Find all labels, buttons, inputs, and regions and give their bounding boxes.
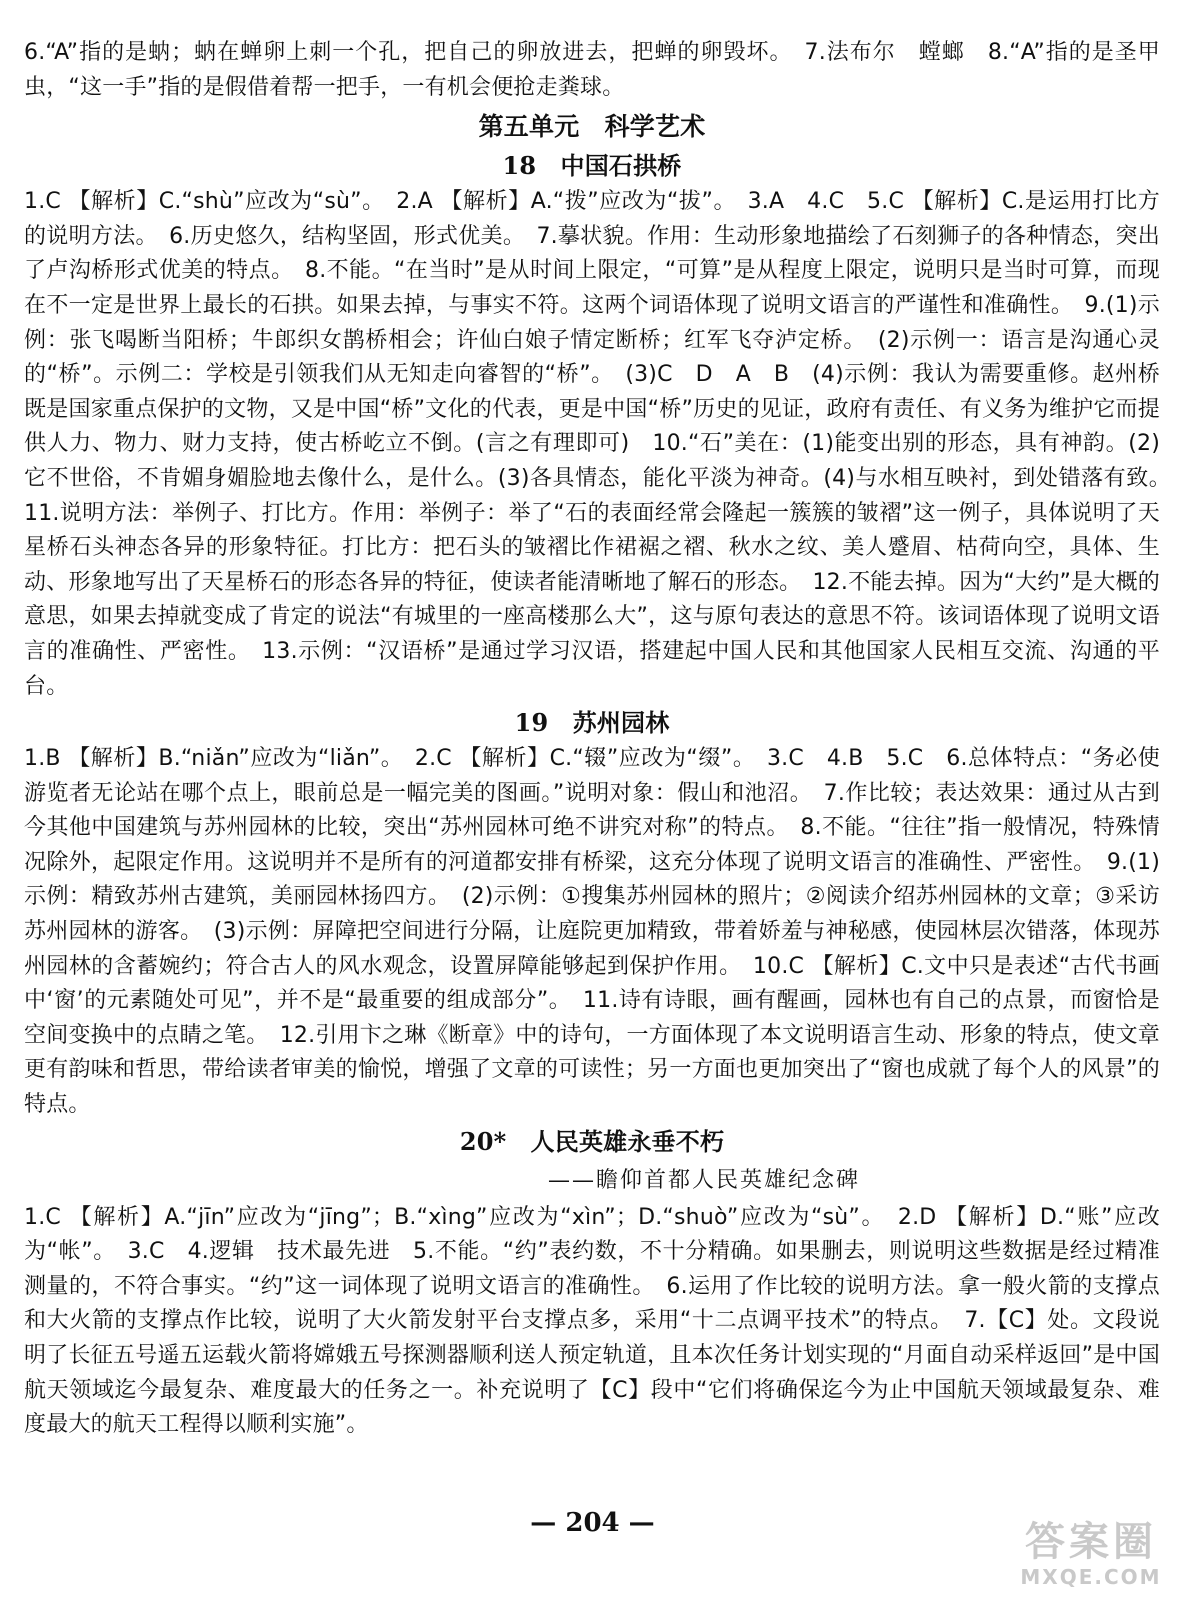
watermark-logo [1011, 1518, 1171, 1592]
lesson-18-answers: 1.C 【解析】C.“shù”应改为“sù”。 2.A 【解析】A.“拨”应改为“拔”。 3.A 4.C 5.C 【解析】C.是运用打比方的说明方法。 6.历史悠久，结构坚固，形式优美。 7.摹状貌。作用：生动形象地描绘了石刻狮子的各种情态，突出了卢沟桥形式优美的特点。 8.不能。“在当时”是从时间上限定，“可算”是从程度上限定，说明只是当时可算，而现在不一定是世界上最长的石拱。如果去掉，与事实不符。这两个词语体现了说明文语言的严谨性和准确性。 9.(1)示例：张飞喝断当阳桥；牛郎织女鹊桥相会；许仙白娘子情定断桥；红军飞夺泸定桥。 (2)示例一：语言是沟通心灵的“桥”。示例二：学校是引领我们从无知走向睿智的“桥”。 (3)C D A B (4)示例：我认为需要重修。赵州桥既是国家重点保护的文物，又是中国“桥”文化的代表，更是中国“桥”历史的见证，政府有责任、有义务为维护它而提供人力、物力、财力支持，使古桥屹立不倒。(言之有理即可) 10.“石”美在：(1)能变出别的形态，具有神韵。(2)它不世俗，不肯媚身媚脸地去像什么，是什么。(3)各具情态，能化平淡为神奇。(4)与水相互映衬，到处错落有致。 11.说明方法：举例子、打比方。作用：举例子：举了“石的表面经常会隆起一簇簇的皱褶”这一例子，具体说明了天星桥石头神态各异的形象特征。打比方：把石头的皱褶比作裙裾之褶、秋水之纹、美人蹙眉、枯荷向空，具体、生动、形象地写出了天星桥石的形态各异的特征，使读者能清晰地了解石的形态。 12.不能去掉。因为“大约”是大概的意思，如果去掉就变成了肯定的说法“有城里的一座高楼那么大”，这与原句表达的意思不符。该词语体现了说明文语言的准确性、严密性。 13.示例：“汉语桥”是通过学习汉语，搭建起中国人民和其他国家人民相互交流、沟通的平台。 [24, 189, 1183, 699]
lesson-20-answers: 1.C 【解析】A.“jīn”应改为“jīng”；B.“xìng”应改为“xìn”；D.“shuò”应改为“sù”。 2.D 【解析】D.“账”应改为“帐”。 3.C 4.逻辑 技术最先进 5.不能。“约”表约数，不十分精确。如果删去，则说明这些数据是经过精准测量的，不符合事实。“约”这一词体现了说明文语言的准确性。 6.运用了作比较的说明方法。拿一般火箭的支撑点和大火箭的支撑点作比较，说明了大火箭发射平台支撑点多，采用“十二点调平技术”的特点。 7.【C】处。文段说明了长征五号遥五运载火箭将嫦娥五号探测器顺利送人预定轨道，且本次任务计划实现的“月面自动采样返回”是中国航天领域迄今最复杂、难度最大的任务之一。补充说明了【C】段中“它们将确保迄今为止中国航天领域最复杂、难度最大的航天工程得以顺利实施”。 [24, 1204, 1160, 1438]
lesson-19-title: 19 苏州园林 [514, 708, 670, 738]
lesson-20-title: 20* 人民英雄永垂不朽 [459, 1126, 725, 1156]
lesson-19-answers: 1.B 【解析】B.“niǎn”应改为“liǎn”。 2.C 【解析】C.“辍”应改为“缀”。 3.C 4.B 5.C 6.总体特点：“务必使游览者无论站在哪个点上，眼前总是一幅完美的图画。”说明对象：假山和池沼。 7.作比较；表达效果：通过从古到今其他中国建筑与苏州园林的比较，突出“苏州园林可绝不讲究对称”的特点。 8.不能。“往往”指一般情况，特殊情况除外，起限定作用。这说明并不是所有的河道都安排有桥梁，这充分体现了说明文语言的准确性、严密性。 9.(1)示例：精致苏州古建筑，美丽园林扬四方。 (2)示例：①搜集苏州园林的照片；②阅读介绍苏州园林的文章；③采访苏州园林的游客。 (3)示例：屏障把空间进行分隔，让庭院更加精致，带着娇羞与神秘感，使园林层次错落，体现苏州园林的含蓄婉约；符合古人的风水观念，设置屏障能够起到保护作用。 10.C 【解析】C.文中只是表述“古代书画中‘窗’的元素随处可见”，并不是“最重要的组成部分”。 11.诗有诗眼，画有醒画，园林也有自己的点景，而窗恰是空间变换中的点睛之笔。 12.引用卞之琳《断章》中的诗句，一方面体现了本文说明语言生动、形象的特点，使文章更有韵味和哲思，带给读者审美的愉悦，增强了文章的可读性；另一方面也更加突出了“窗也成就了每个人的风景”的特点。 [24, 746, 1160, 1118]
lesson-19-section [24, 704, 1160, 1123]
unit-title: 第五单元 科学艺术 [478, 112, 706, 142]
lesson-20-subtitle: ——瞻仰首都人民英雄纪念碑 [547, 1167, 860, 1193]
lesson-18-title: 18 中国石拱桥 [502, 151, 682, 181]
top-paragraph: 6.“A”指的是蚋；蚋在蝉卵上刺一个孔，把自己的卵放进去，把蝉的卵毁坏。 7.法布尔 螳螂 8.“A”指的是圣甲虫，“这一手”指的是假借着帮一把手，一有机会便抢走粪球。 [24, 40, 1160, 100]
answer-page [24, 36, 1183, 1443]
watermark-logo-text: 答案圈 [1025, 1519, 1157, 1565]
lesson-20-section [24, 1123, 1160, 1443]
lesson-18-section [24, 147, 1183, 704]
watermark-url: MXQE.COM [1020, 1565, 1162, 1589]
page-number: — 204 — [530, 1508, 655, 1538]
